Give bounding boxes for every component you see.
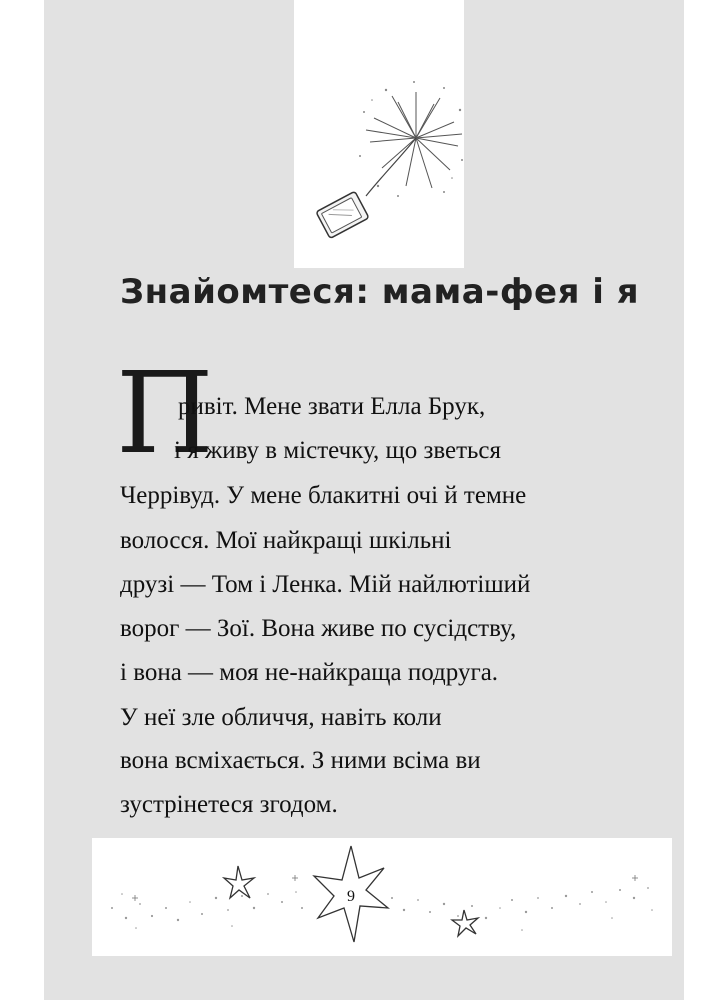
text-line-4: волосся. Мої найкращі шкільні	[120, 527, 452, 554]
text-line-9: вона всміхається. З ними всіма ви	[120, 747, 481, 774]
star-sparkle-icon	[92, 838, 672, 956]
text-line-6: ворог — Зої. Вона живе по сусідству,	[120, 615, 517, 642]
text-line-3: Черрівуд. У мене блакитні очі й темне	[120, 482, 527, 509]
chapter-title: Знайомтеся: мама-фея і я	[120, 272, 640, 312]
text-line-10: зустрінетеся згодом.	[120, 791, 338, 818]
text-line-1: ривіт. Мене звати Елла Брук,	[178, 393, 486, 420]
sparkler-phone-icon	[294, 0, 464, 268]
text-line-8: У неї зле обличчя, навіть коли	[120, 704, 442, 731]
text-line-5: друзі — Том і Ленка. Мій найлютіший	[120, 571, 531, 598]
sparkler-phone-illustration	[294, 0, 464, 268]
text-line-7: і вона — моя не-найкраща подруга.	[120, 659, 499, 686]
page-footer	[92, 838, 672, 956]
page-number: 9	[347, 888, 355, 905]
drop-cap: П	[116, 349, 214, 479]
text-line-2: і я живу в містечку, що зветься	[174, 437, 502, 464]
